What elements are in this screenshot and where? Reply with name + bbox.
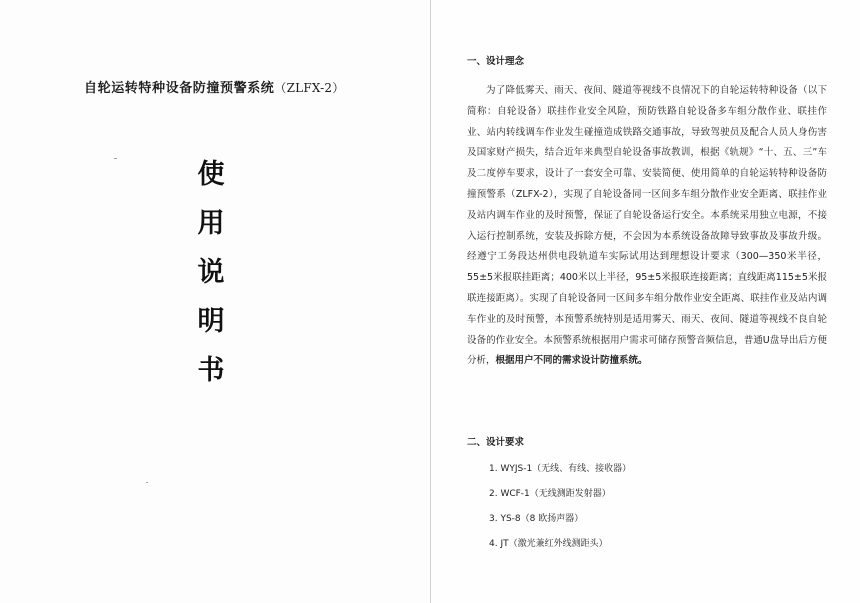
scan-speck [114,158,117,159]
design-requirements-heading: 二、设计要求 [467,437,525,448]
requirement-item: 4. JT（激光兼红外线测距头） [489,539,608,549]
manual-char: 明 [197,306,225,337]
manual-char: 使 [197,159,225,190]
requirement-item: 1. WYJS-1（无线、有线、接收器） [489,464,632,474]
manual-char: 书 [197,355,225,386]
requirements-list [489,457,631,557]
manual-vertical-title [193,150,229,395]
manual-char: 说 [197,257,225,288]
cover-title-main: 自轮运转特种设备防撞预警系统 [84,81,275,96]
design-concept-body: 为了降低雾天、雨天、夜间、隧道等视线不良情况下的自轮运转特种设备（以下简称：自轮设备）联挂作业安全风险，预防铁路自轮设备多车组分散作业、联挂作业、站内转线调车作业发生碰撞造成铁路交通事故，导致驾驶员及配合人员人身伤害及国家财产损失，结合近年来典型自轮设备事故教训，根据《轨规》“十、五、三”车及二度停车要求，设计了一套安全可靠、安装简便、使用简单的自轮运转特种设备防撞预警系（ZLFX-2），实现了自轮设备同一区间多车组分散作业安全距离、联挂作业及站内调车作业的及时预警，保证了自轮设备运行安全。本系统采用独立电源，不接入运行控制系统，安装及拆除方便，不会因为本系统设备故障导致事故及事故升级。经遵宁工务段达州供电段轨道车实际试用达到理想设计要求（300—350米半径，55±5米报联挂距离；400米以上半径，95±5米报联连接距离；直线距离115±5米报联连接距离）。实现了自轮设备同一区间多车组分散作业安全距离、联挂作业及站内调车作业的及时预警，本预警系统特别是适用雾天、雨天、夜间、隧道等视线不良自轮设备的作业安全。本预警系统根据用户需求可储存预警音频信息，普通U盘导出后方便分析， [467,85,827,367]
scan-speck [146,482,148,483]
requirement-item: 3. YS-8（8 欧扬声器） [489,514,584,524]
design-concept-paragraph [467,81,827,372]
design-concept-heading: 一、设计理念 [467,56,525,67]
design-concept-bold-tail: 根据用户不同的需求设计防撞系统。 [495,355,648,367]
cover-title-code: （ZLFX-2） [274,81,345,95]
manual-char: 用 [197,208,225,239]
cover-title [84,77,344,96]
requirement-item: 2. WCF-1（无线测距发射器） [489,489,611,499]
